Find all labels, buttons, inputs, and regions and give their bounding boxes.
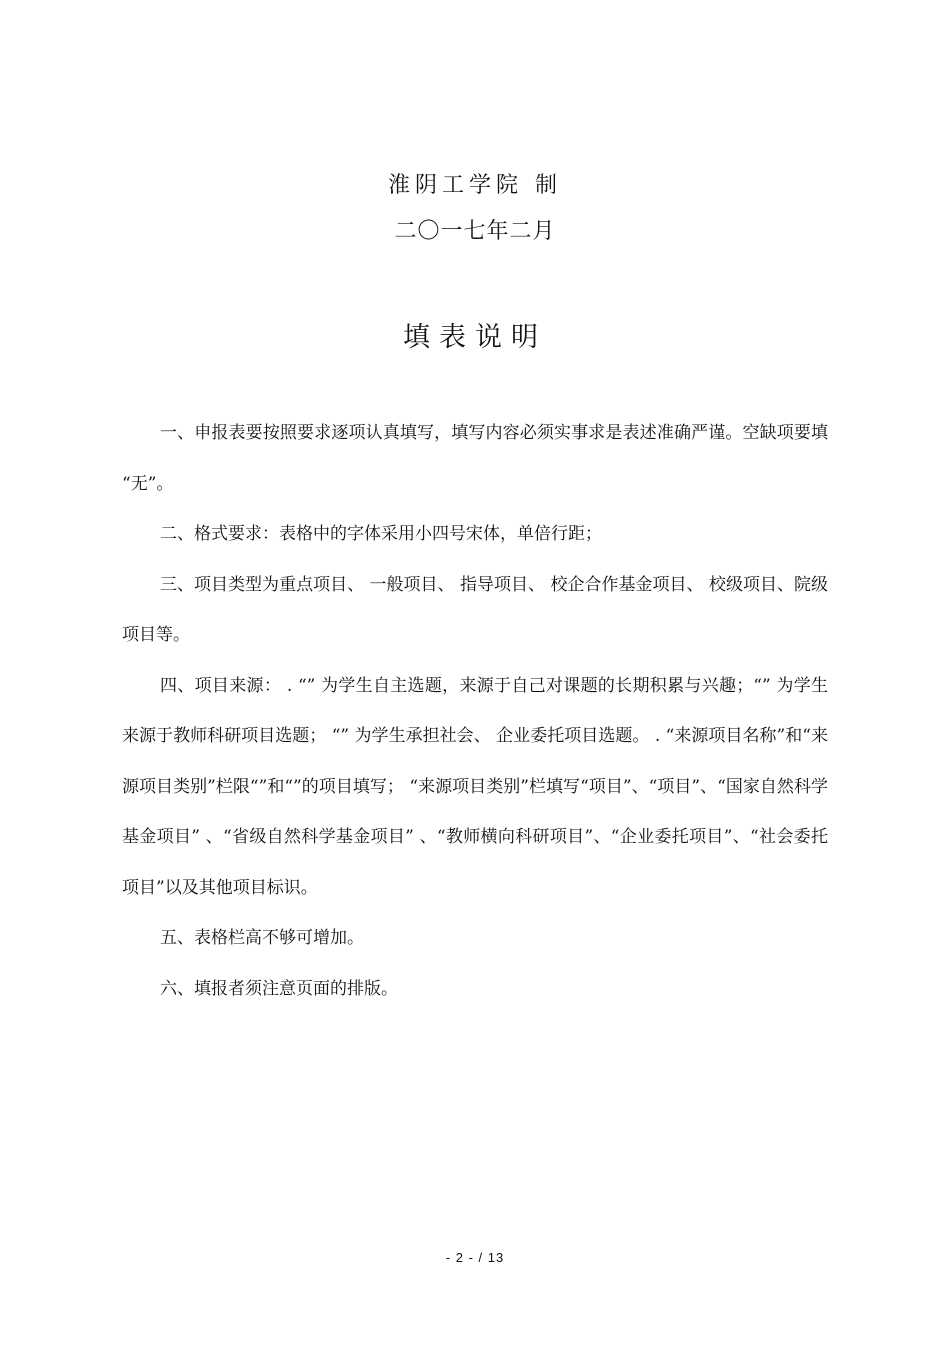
instruction-item-6: 六、填报者须注意页面的排版。 — [160, 978, 398, 999]
instructions-body — [122, 408, 828, 1014]
issue-date: 二〇一七年二月 — [394, 219, 556, 244]
issuer-line: 淮阴工学院 制 — [388, 173, 562, 198]
instruction-item-3: 三、项目类型为重点项目、 一般项目、 指导项目、 校企合作基金项目、 校级项目、院级项目等。 — [122, 574, 828, 645]
instruction-item-2: 二、格式要求：表格中的字体采用小四号宋体，单倍行距； — [160, 524, 602, 544]
instruction-item-1: 一、申报表要按照要求逐项认真填写，填写内容必须实事求是表述准确严谨。空缺项要填 “无”。 — [122, 423, 828, 494]
page-number: - 2 - / 13 — [445, 1250, 505, 1265]
page-title: 填表说明 — [403, 322, 547, 353]
instruction-item-4: 四、项目来源： . “” 为学生自主选题，来源于自己对课题的长期积累与兴趣；“” 为学生来源于教师科研项目选题； “” 为学生承担社会、 企业委托项目选题。 . “来源项目名称”和“来源项目类别”栏限“”和“”的项目填写； “来源项目类别”栏填写“项目”、“项目”、“国家自然科学基金项目” 、“省级自然科学基金项目” 、“教师横向科研项目”、“企业委托项目”、“社会委托项目”以及其他项目标识。 — [122, 675, 828, 898]
instruction-item-5: 五、表格栏高不够可增加。 — [160, 928, 364, 948]
